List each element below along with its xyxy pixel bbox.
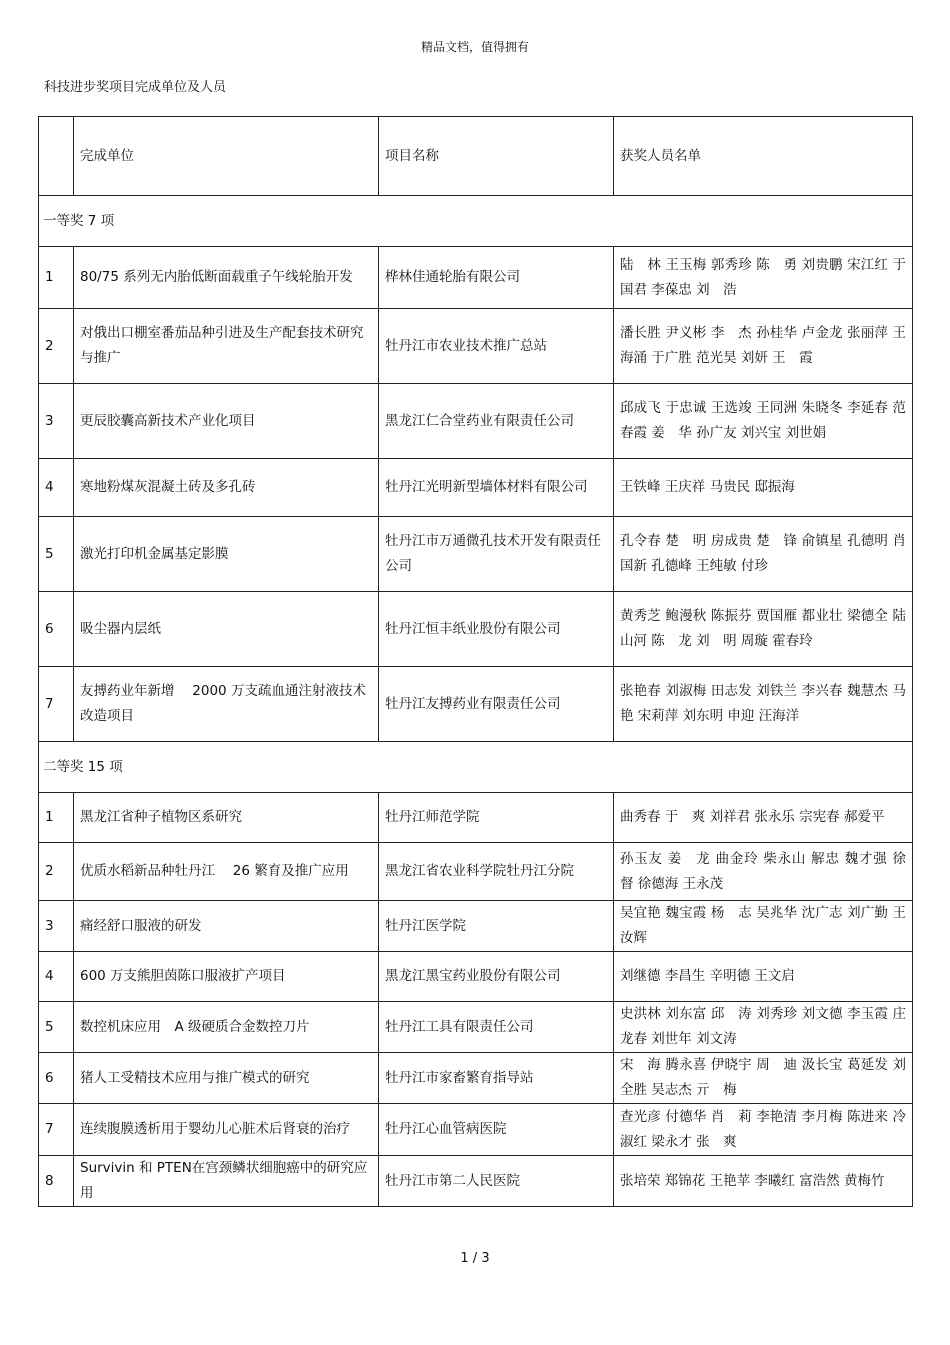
award-recipients: 孔令春 楚 明 房成贵 楚 锋 俞镇星 孔德明 肖国新 孔德峰 王纯敏 付珍 bbox=[614, 517, 913, 592]
project-name: 猪人工受精技术应用与推广模式的研究 bbox=[74, 1053, 379, 1104]
award-recipients: 黄秀芝 鲍漫秋 陈振芬 贾国雁 都业壮 梁德全 陆山河 陈 龙 刘 明 周璇 霍春玲 bbox=[614, 592, 913, 667]
table-row bbox=[39, 952, 913, 1002]
project-name: 80/75 系列无内胎低断面载重子午线轮胎开发 bbox=[74, 247, 379, 309]
completing-unit: 牡丹江市第二人民医院 bbox=[379, 1156, 614, 1207]
table-row bbox=[39, 901, 913, 952]
award-recipients: 刘继德 李昌生 辛明德 王文启 bbox=[614, 952, 913, 1002]
award-recipients: 张艳春 刘淑梅 田志发 刘铁兰 李兴春 魏慧杰 马 艳 宋莉萍 刘东明 申迎 汪海洋 bbox=[614, 667, 913, 742]
table-header-row bbox=[39, 117, 913, 196]
project-name: 数控机床应用 A 级硬质合金数控刀片 bbox=[74, 1002, 379, 1053]
award-recipients: 邱成飞 于忠诚 王选竣 王同洲 朱晓冬 李延春 范春霞 姜 华 孙广友 刘兴宝 刘世娟 bbox=[614, 384, 913, 459]
row-number: 1 bbox=[39, 247, 74, 309]
awards-table bbox=[38, 116, 920, 1207]
table-row bbox=[39, 1104, 913, 1156]
row-number: 7 bbox=[39, 1104, 74, 1156]
row-number: 1 bbox=[39, 793, 74, 843]
row-number: 4 bbox=[39, 952, 74, 1002]
header-people-cell: 获奖人员名单 bbox=[614, 117, 913, 196]
table-row bbox=[39, 517, 913, 592]
row-number: 5 bbox=[39, 517, 74, 592]
row-number: 6 bbox=[39, 1053, 74, 1104]
completing-unit: 牡丹江市农业技术推广总站 bbox=[379, 309, 614, 384]
table-row bbox=[39, 1156, 913, 1207]
row-number: 3 bbox=[39, 901, 74, 952]
header-unit-cell: 项目名称 bbox=[379, 117, 614, 196]
table-row bbox=[39, 247, 913, 309]
page-number: 1 / 3 bbox=[460, 1251, 490, 1266]
project-name: 吸尘器内层纸 bbox=[74, 592, 379, 667]
header-project-cell: 完成单位 bbox=[74, 117, 379, 196]
table-row bbox=[39, 1053, 913, 1104]
row-number: 2 bbox=[39, 309, 74, 384]
document-title: 科技进步奖项目完成单位及人员 bbox=[44, 80, 227, 95]
award-recipients: 查光彦 付德华 肖 莉 李艳清 李月梅 陈进来 冷淑红 梁永才 张 爽 bbox=[614, 1104, 913, 1156]
project-name: Survivin 和 PTEN在宫颈鳞状细胞癌中的研究应用 bbox=[74, 1156, 379, 1207]
completing-unit: 牡丹江友搏药业有限责任公司 bbox=[379, 667, 614, 742]
completing-unit: 牡丹江医学院 bbox=[379, 901, 614, 952]
award-recipients: 吴宜艳 魏宝霞 杨 志 吴兆华 沈广志 刘广勤 王汝辉 bbox=[614, 901, 913, 952]
award-recipients: 王铁峰 王庆祥 马贵民 邸振海 bbox=[614, 459, 913, 517]
project-name: 更辰胶囊高新技术产业化项目 bbox=[74, 384, 379, 459]
completing-unit: 牡丹江恒丰纸业股份有限公司 bbox=[379, 592, 614, 667]
page-header: 精品文档，值得拥有 bbox=[420, 40, 529, 54]
award-recipients: 史洪林 刘东富 邱 涛 刘秀珍 刘文德 李玉霞 庄龙春 刘世年 刘文涛 bbox=[614, 1002, 913, 1053]
award-recipients: 张培荣 郑锦花 王艳苹 李曦红 富浩然 黄梅竹 bbox=[614, 1156, 913, 1207]
header-number-cell bbox=[39, 117, 74, 196]
table-row bbox=[39, 459, 913, 517]
project-name: 寒地粉煤灰混凝土砖及多孔砖 bbox=[74, 459, 379, 517]
completing-unit: 黑龙江省农业科学院牡丹江分院 bbox=[379, 843, 614, 901]
row-number: 3 bbox=[39, 384, 74, 459]
section-heading-row bbox=[39, 196, 913, 247]
completing-unit: 牡丹江工具有限责任公司 bbox=[379, 1002, 614, 1053]
completing-unit: 牡丹江心血管病医院 bbox=[379, 1104, 614, 1156]
completing-unit: 牡丹江市万通微孔技术开发有限责任公司 bbox=[379, 517, 614, 592]
table-row bbox=[39, 793, 913, 843]
completing-unit: 黑龙江黑宝药业股份有限公司 bbox=[379, 952, 614, 1002]
row-number: 2 bbox=[39, 843, 74, 901]
project-name: 黑龙江省种子植物区系研究 bbox=[74, 793, 379, 843]
award-recipients: 曲秀春 于 爽 刘祥君 张永乐 宗宪春 郝爱平 bbox=[614, 793, 913, 843]
table-row bbox=[39, 592, 913, 667]
table-row bbox=[39, 384, 913, 459]
table-row bbox=[39, 843, 913, 901]
row-number: 8 bbox=[39, 1156, 74, 1207]
row-number: 6 bbox=[39, 592, 74, 667]
row-number: 4 bbox=[39, 459, 74, 517]
section-heading-row bbox=[39, 742, 913, 793]
completing-unit: 牡丹江光明新型墙体材料有限公司 bbox=[379, 459, 614, 517]
project-name: 激光打印机金属基定影膜 bbox=[74, 517, 379, 592]
completing-unit: 牡丹江师范学院 bbox=[379, 793, 614, 843]
project-name: 痛经舒口服液的研发 bbox=[74, 901, 379, 952]
project-name: 600 万支熊胆茵陈口服液扩产项目 bbox=[74, 952, 379, 1002]
award-recipients: 潘长胜 尹义彬 李 杰 孙桂华 卢金龙 张丽萍 王海涌 于广胜 范光昊 刘妍 王 霞 bbox=[614, 309, 913, 384]
row-number: 7 bbox=[39, 667, 74, 742]
table-row bbox=[39, 667, 913, 742]
award-recipients: 陆 林 王玉梅 郭秀珍 陈 勇 刘贵鹏 宋江红 于国君 李葆忠 刘 浩 bbox=[614, 247, 913, 309]
section-title: 二等奖 15 项 bbox=[39, 742, 913, 793]
table-row bbox=[39, 1002, 913, 1053]
completing-unit: 牡丹江市家畜繁育指导站 bbox=[379, 1053, 614, 1104]
project-name: 优质水稻新品种牡丹江 26 繁育及推广应用 bbox=[74, 843, 379, 901]
award-recipients: 孙玉友 姜 龙 曲金玲 柴永山 解忠 魏才强 徐 督 徐德海 王永茂 bbox=[614, 843, 913, 901]
project-name: 友搏药业年新增 2000 万支疏血通注射液技术改造项目 bbox=[74, 667, 379, 742]
completing-unit: 桦林佳通轮胎有限公司 bbox=[379, 247, 614, 309]
completing-unit: 黑龙江仁合堂药业有限责任公司 bbox=[379, 384, 614, 459]
row-number: 5 bbox=[39, 1002, 74, 1053]
table-row bbox=[39, 309, 913, 384]
section-title: 一等奖 7 项 bbox=[39, 196, 913, 247]
award-recipients: 宋 海 腾永喜 伊晓宇 周 迪 汲长宝 葛延发 刘全胜 吴志杰 亓 梅 bbox=[614, 1053, 913, 1104]
project-name: 连续腹膜透析用于婴幼儿心脏术后肾衰的治疗 bbox=[74, 1104, 379, 1156]
project-name: 对俄出口棚室番茄品种引进及生产配套技术研究与推广 bbox=[74, 309, 379, 384]
